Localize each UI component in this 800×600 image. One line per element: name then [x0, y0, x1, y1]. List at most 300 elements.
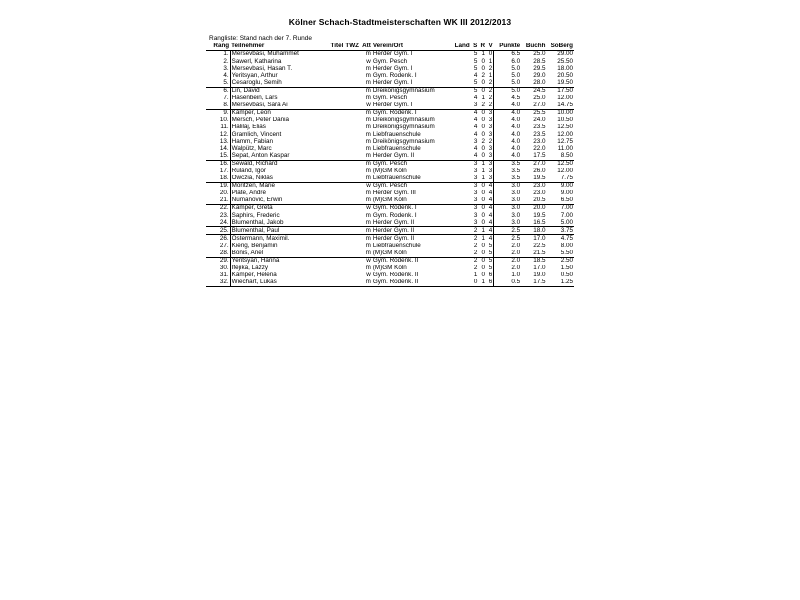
cell-rang: 5. [206, 79, 230, 87]
cell-titel [314, 227, 345, 235]
cell-r: 2 [481, 138, 486, 145]
cell-buchh: 19.5 [521, 175, 546, 183]
cell-soberg: 18.00 [557, 65, 573, 72]
cell-verein: Herder Gym. II [372, 219, 442, 227]
cell-punkte: 6.5 [494, 51, 521, 59]
cell-name: Kämper, Greta [231, 204, 273, 212]
cell-v: 3 [488, 131, 493, 138]
cell-s: 4 [473, 94, 478, 102]
cell-v: 4 [488, 182, 493, 190]
cell-titel [314, 109, 345, 117]
cell-titel [314, 197, 345, 205]
cell-titel [314, 219, 345, 227]
cell-buchh: 23.0 [533, 189, 546, 197]
cell-punkte: 2.0 [494, 257, 521, 265]
cell-v: 5 [488, 242, 493, 249]
cell-r: 0 [481, 58, 486, 65]
cell-twz [344, 124, 358, 131]
cell-twz [344, 145, 358, 152]
cell-soberg: 12.75 [557, 138, 573, 145]
cell-r: 2 [478, 102, 486, 110]
cell-rang: 24. [206, 219, 230, 227]
cell-titel [314, 235, 345, 243]
cell-twz [344, 182, 358, 190]
cell-soberg: 7.00 [560, 212, 573, 219]
cell-rang: 8. [206, 102, 230, 110]
cell-rang: 31. [206, 272, 230, 279]
cell-buchh: 27.0 [533, 160, 546, 167]
cell-land [442, 265, 471, 272]
cell-twz [344, 160, 358, 168]
cell-buchh: 28.0 [521, 79, 546, 87]
cell-att: m [365, 189, 371, 197]
cell-punkte: 4.0 [494, 145, 521, 152]
cell-name: Halilaj, Elias [231, 124, 266, 131]
cell-v: 0 [488, 50, 493, 58]
cell-punkte: 6.0 [494, 58, 521, 65]
cell-rang: 9. [206, 109, 230, 117]
cell-buchh: 23.5 [533, 131, 546, 138]
cell-att: w [366, 257, 371, 265]
cell-soberg: 0.50 [560, 271, 573, 279]
cell-land [442, 51, 471, 59]
cell-verein: Gym. Pesch [372, 182, 408, 190]
cell-rang: 4. [206, 72, 230, 79]
cell-twz [344, 190, 358, 197]
cell-verein: Gym. Rodenk. II [372, 271, 419, 279]
cell-rang: 25. [206, 227, 230, 235]
cell-r: 0 [481, 145, 486, 152]
cell-buchh: 28.5 [533, 58, 546, 65]
cell-verein: Gym. Rodenk. II [372, 279, 442, 287]
cell-buchh: 24.5 [533, 87, 546, 94]
cell-s: 3 [473, 189, 478, 197]
cell-soberg: 12.50 [557, 124, 573, 131]
header-soberg: SoBerg [546, 43, 574, 51]
cell-r: 1 [481, 50, 486, 58]
cell-buchh: 19.5 [533, 212, 546, 219]
cell-s: 3 [471, 102, 479, 110]
cell-twz [344, 279, 358, 287]
cell-s: 3 [473, 167, 478, 174]
cell-punkte: 4.0 [494, 131, 521, 138]
cell-soberg: 6.50 [546, 197, 574, 205]
cell-verein: Herder Gym. I [372, 65, 413, 72]
cell-buchh: 25.5 [533, 109, 546, 117]
cell-land [442, 87, 471, 95]
cell-att: m [359, 219, 372, 227]
cell-r: 1 [481, 234, 486, 242]
cell-titel [314, 182, 345, 190]
cell-land [442, 109, 471, 117]
cell-r: 1 [481, 94, 486, 102]
cell-s: 3 [473, 204, 478, 212]
cell-att: m [365, 124, 371, 131]
cell-s: 3 [473, 138, 478, 145]
cell-name: Ostermann, Maximil. [231, 234, 290, 242]
cell-v: 2 [486, 102, 494, 110]
cell-soberg: 9.00 [560, 189, 573, 197]
cell-v: 5 [488, 264, 493, 272]
cell-rang: 20. [206, 190, 230, 197]
cell-punkte: 5.0 [494, 87, 521, 95]
cell-land [442, 257, 471, 265]
cell-soberg: 12.00 [557, 131, 573, 138]
cell-titel [314, 117, 345, 124]
cell-v: 6 [488, 271, 493, 279]
cell-titel [314, 160, 345, 168]
cell-punkte: 4.5 [494, 95, 521, 102]
cell-verein: Dreikönigsgymnasium [372, 124, 435, 131]
cell-name: Ifejika, Lazzy [231, 264, 269, 272]
cell-rang: 21. [206, 197, 230, 205]
cell-att: m [359, 175, 372, 183]
table-row [206, 124, 574, 131]
cell-titel [314, 272, 345, 279]
document-subtitle: Rangliste: Stand nach der 7. Runde [209, 35, 312, 42]
cell-rang: 10. [206, 117, 230, 124]
cell-s: 5 [473, 58, 478, 65]
cell-punkte: 5.0 [494, 65, 521, 72]
cell-land [442, 152, 471, 160]
cell-s: 4 [473, 109, 478, 117]
cell-soberg: 3.75 [546, 227, 574, 235]
cell-land [442, 79, 471, 87]
cell-v: 3 [488, 124, 493, 131]
cell-land [442, 102, 471, 110]
table-row [206, 219, 574, 227]
cell-s: 5 [473, 50, 478, 58]
cell-v: 6 [486, 279, 494, 287]
cell-land [442, 227, 471, 235]
cell-rang: 16. [206, 160, 230, 168]
cell-name: Blumenthal, Jakob [230, 219, 313, 227]
cell-r: 1 [481, 167, 486, 174]
cell-name: Hamm, Fabian [231, 138, 273, 145]
cell-twz [344, 138, 358, 145]
table-row [206, 197, 574, 205]
cell-verein: Gym. Pesch [372, 58, 408, 65]
cell-att: m [359, 197, 372, 205]
cell-twz [344, 79, 358, 87]
cell-name: Moritzen, Marie [231, 182, 276, 190]
cell-punkte: 3.5 [494, 168, 521, 175]
cell-r: 1 [481, 160, 486, 167]
cell-titel [314, 250, 345, 258]
cell-v: 3 [488, 145, 493, 152]
cell-soberg: 8.00 [560, 242, 573, 249]
cell-land [442, 72, 471, 79]
cell-rang: 14. [206, 145, 230, 152]
cell-att: m [365, 212, 371, 219]
table-row [206, 87, 574, 95]
table-row [206, 250, 574, 258]
cell-att: w [366, 271, 371, 279]
cell-soberg: 17.50 [557, 87, 573, 94]
cell-punkte: 4.0 [494, 117, 521, 124]
cell-verein: Herder Gym. II [372, 227, 442, 235]
cell-r: 0 [481, 242, 486, 249]
cell-twz [344, 175, 358, 183]
cell-att: m [365, 109, 371, 117]
cell-v: 4 [486, 197, 494, 205]
cell-soberg: 9.00 [560, 182, 573, 190]
cell-soberg: 1.50 [560, 264, 573, 272]
cell-soberg: 5.00 [546, 219, 574, 227]
cell-land [442, 219, 471, 227]
cell-punkte: 0.5 [494, 279, 521, 287]
cell-rang: 11. [206, 124, 230, 131]
cell-twz [344, 117, 358, 124]
cell-s: 2 [471, 250, 479, 258]
cell-v: 5 [486, 250, 494, 258]
cell-titel [314, 212, 345, 219]
cell-verein: Liebfrauenschule [372, 145, 421, 152]
cell-name: Kierig, Benjamin [231, 242, 278, 249]
cell-s: 4 [473, 124, 478, 131]
cell-att: m [365, 87, 371, 94]
cell-land [442, 138, 471, 145]
cell-buchh: 27.0 [521, 102, 546, 110]
table-row [206, 152, 574, 160]
cell-v: 3 [488, 109, 493, 117]
header-s: S [471, 43, 479, 51]
header-land: Land [442, 43, 471, 51]
cell-titel [314, 152, 345, 160]
cell-soberg: 25.50 [557, 58, 573, 65]
cell-v: 4 [488, 212, 493, 219]
cell-name: Sewald, Richard [231, 160, 278, 167]
cell-buchh: 20.5 [521, 197, 546, 205]
cell-r: 0 [481, 204, 486, 212]
cell-punkte: 2.5 [494, 227, 521, 235]
cell-verein: Herder Gym. III [372, 189, 416, 197]
header-punkte: Punkte [494, 43, 521, 51]
cell-name: Blumenthal, Paul [230, 227, 313, 235]
cell-v: 4 [486, 219, 494, 227]
cell-r: 0 [481, 65, 486, 72]
cell-r: 0 [481, 109, 486, 117]
table-row [206, 190, 574, 197]
cell-rang: 23. [206, 212, 230, 219]
table-row [206, 272, 574, 279]
cell-twz [344, 243, 358, 250]
document-title: Kölner Schach-Stadtmeisterschaften WK III 2012/2013 [288, 17, 512, 27]
table-row [206, 138, 574, 145]
cell-verein: Herder Gym. I [372, 102, 442, 110]
cell-r: 0 [481, 116, 486, 124]
cell-att: m [359, 152, 372, 160]
cell-name: Ruland, Igor [231, 167, 266, 174]
cell-verein: Gym. Rodenk. I [372, 212, 417, 219]
cell-twz [344, 205, 358, 213]
cell-rang: 26. [206, 235, 230, 243]
cell-twz [344, 212, 358, 219]
cell-verein: Herder Gym. II [372, 152, 442, 160]
cell-name: Cesaroglu, Semih [230, 79, 313, 87]
cell-name: Bonis, Anel [230, 250, 313, 258]
cell-att: m [365, 72, 371, 79]
cell-land [442, 131, 471, 138]
cell-name: Plate, André [231, 189, 266, 197]
header-rang: Rang [206, 43, 230, 51]
cell-v: 3 [486, 175, 494, 183]
cell-att: w [359, 102, 372, 110]
table-row [206, 102, 574, 110]
cell-name: Sawerl, Katharina [231, 58, 282, 65]
cell-punkte: 1.0 [494, 272, 521, 279]
table-row [206, 235, 574, 243]
header-name: Teilnehmer [230, 43, 313, 51]
cell-s: 3 [471, 219, 479, 227]
cell-rang: 1. [206, 51, 230, 59]
cell-rang: 27. [206, 243, 230, 250]
cell-verein: (M)GM Köln [372, 264, 407, 272]
cell-land [442, 272, 471, 279]
cell-twz [344, 72, 358, 79]
cell-name: Walpütz, Marc [231, 145, 272, 152]
cell-titel [314, 205, 345, 213]
cell-land [442, 212, 471, 219]
cell-att: w [366, 182, 371, 190]
table-row [206, 79, 574, 87]
cell-buchh: 17.0 [533, 264, 546, 272]
cell-soberg: 14.75 [546, 102, 574, 110]
cell-land [442, 58, 471, 65]
table-row [206, 131, 574, 138]
cell-buchh: 23.0 [533, 138, 546, 145]
cell-att: m [359, 250, 372, 258]
cell-name: Mersevbasi, Muhammet [231, 50, 299, 58]
cell-att: m [365, 160, 371, 167]
cell-name: Yeritsyan, Hanna [231, 257, 280, 265]
cell-buchh: 21.5 [521, 250, 546, 258]
cell-punkte: 4.0 [494, 124, 521, 131]
cell-verein: Gym. Rodenk. I [372, 109, 417, 117]
cell-land [442, 175, 471, 183]
cell-twz [344, 197, 358, 205]
cell-name: Sepat, Anton Kaspar [230, 152, 313, 160]
cell-buchh: 17.5 [521, 279, 546, 287]
cell-r: 0 [481, 124, 486, 131]
header-titel: Titel [314, 43, 345, 51]
cell-v: 1 [488, 58, 493, 65]
cell-titel [314, 175, 345, 183]
cell-punkte: 3.5 [494, 175, 521, 183]
cell-att: m [365, 234, 371, 242]
cell-name: Kämper, Helena [231, 271, 277, 279]
cell-punkte: 5.0 [494, 72, 521, 79]
cell-s: 4 [473, 72, 478, 79]
header-verein: Verein/Ort [372, 43, 442, 51]
cell-r: 0 [481, 264, 486, 272]
cell-rang: 30. [206, 265, 230, 272]
cell-att: m [359, 227, 372, 235]
cell-rang: 12. [206, 131, 230, 138]
cell-soberg: 7.00 [560, 204, 573, 212]
cell-r: 0 [481, 131, 486, 138]
cell-verein: Gym. Rodenk. I [372, 72, 417, 79]
cell-r: 0 [478, 152, 486, 160]
cell-att: m [365, 242, 371, 249]
cell-v: 3 [488, 167, 493, 174]
table-row [206, 117, 574, 124]
cell-land [442, 243, 471, 250]
cell-soberg: 19.50 [546, 79, 574, 87]
cell-s: 2 [471, 227, 479, 235]
cell-r: 0 [481, 182, 486, 190]
cell-s: 2 [473, 257, 478, 265]
cell-att: m [365, 116, 371, 124]
cell-twz [344, 51, 358, 59]
cell-v: 4 [488, 204, 493, 212]
cell-name: Mersevbasi, Sara Ai [230, 102, 313, 110]
ranking-body [206, 51, 574, 287]
cell-buchh: 23.0 [533, 182, 546, 190]
cell-att: m [365, 131, 371, 138]
cell-att: w [366, 58, 371, 65]
cell-twz [344, 219, 358, 227]
cell-v: 2 [488, 87, 493, 94]
table-row [206, 72, 574, 79]
cell-punkte: 3.0 [494, 197, 521, 205]
cell-land [442, 197, 471, 205]
header-twz: TWZ [345, 43, 359, 50]
cell-verein: (M)GM Köln [372, 250, 442, 258]
cell-land [442, 250, 471, 258]
cell-s: 0 [471, 279, 479, 287]
cell-buchh: 26.0 [533, 167, 546, 174]
cell-s: 3 [473, 212, 478, 219]
cell-twz [344, 95, 358, 102]
cell-verein: Herder Gym. I [372, 50, 413, 58]
table-header-row [206, 43, 574, 51]
table-row [206, 175, 574, 183]
cell-verein: Gym. Pesch [372, 94, 408, 102]
table-row [206, 58, 574, 65]
table-row [206, 265, 574, 272]
cell-land [442, 95, 471, 102]
cell-buchh: 22.5 [533, 242, 546, 249]
cell-s: 3 [471, 175, 479, 183]
cell-punkte: 3.0 [494, 190, 521, 197]
cell-verein: Dreikönigsgymnasium [372, 116, 435, 124]
cell-punkte: 3.0 [494, 219, 521, 227]
cell-titel [314, 190, 345, 197]
cell-rang: 15. [206, 152, 230, 160]
cell-verein: Liebfrauenschule [372, 242, 421, 249]
cell-att: m [365, 167, 371, 174]
cell-s: 1 [473, 271, 478, 279]
cell-r: 0 [478, 79, 486, 87]
header-v: V [486, 43, 494, 51]
cell-v: 5 [488, 257, 493, 265]
cell-att: m [365, 138, 371, 145]
cell-r: 0 [481, 271, 486, 279]
table-row [206, 95, 574, 102]
cell-twz [344, 65, 358, 72]
cell-name: Owczia, Niklas [230, 175, 313, 183]
cell-v: 3 [488, 160, 493, 167]
cell-punkte: 4.0 [494, 138, 521, 145]
cell-verein: Liebfrauenschule [372, 175, 442, 183]
cell-s: 3 [473, 182, 478, 190]
cell-buchh: 17.5 [521, 152, 546, 160]
cell-rang: 13. [206, 138, 230, 145]
table-row [206, 182, 574, 190]
cell-s: 2 [473, 234, 478, 242]
cell-r: 0 [478, 197, 486, 205]
